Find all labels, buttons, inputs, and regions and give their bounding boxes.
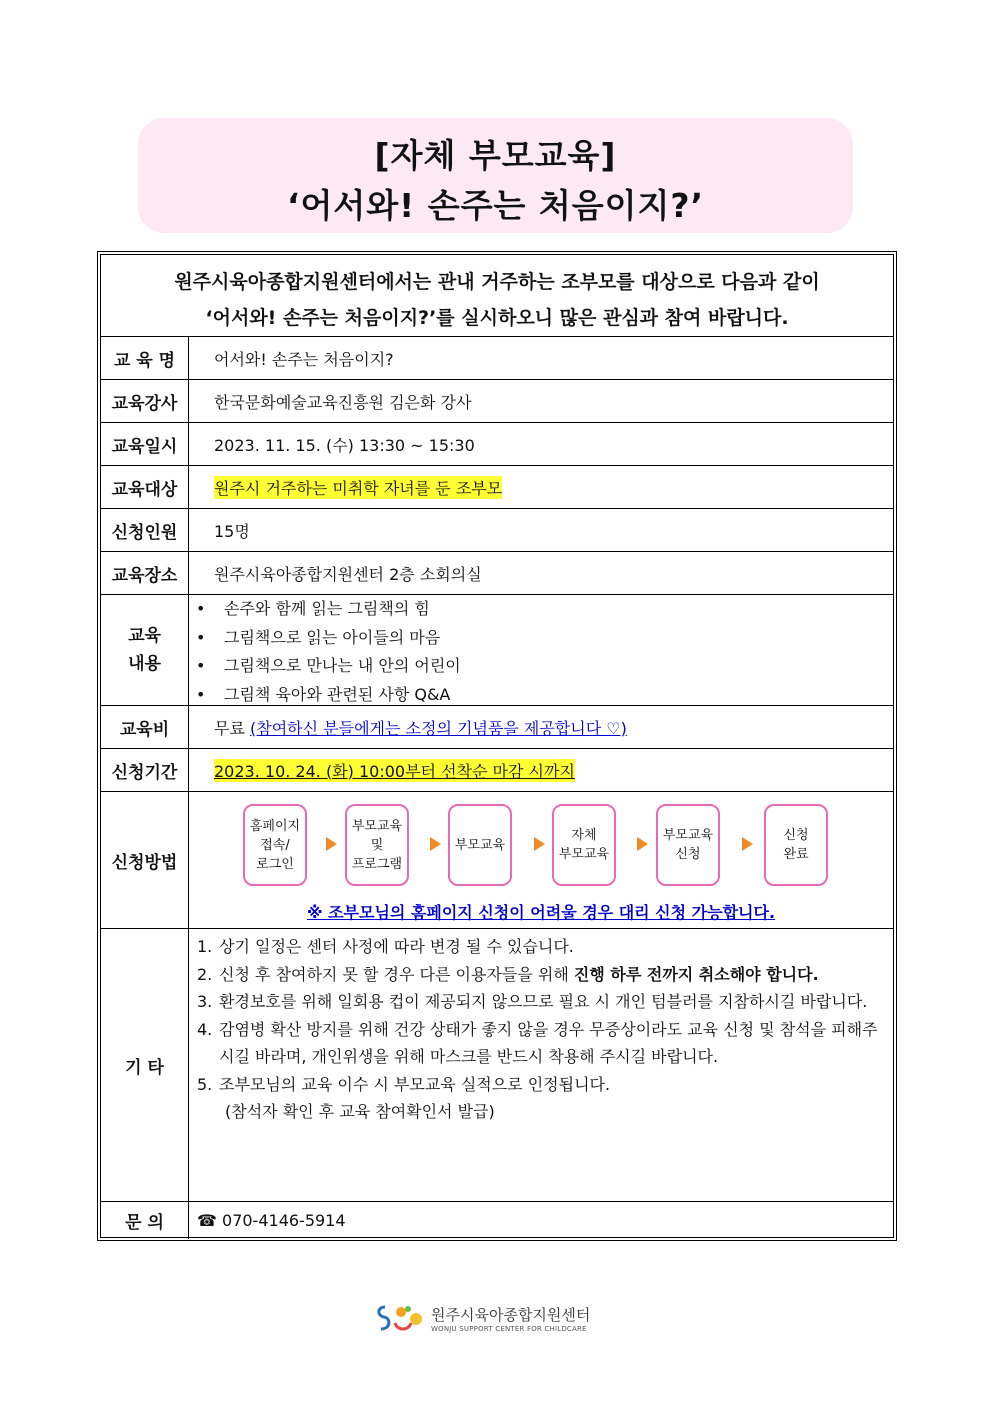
row-label: 문 의 — [101, 1202, 189, 1239]
list-item: 2. 신청 후 참여하지 못 할 경우 다른 이용자들을 위해 진행 하루 전까지 취소해야 합니다. — [197, 964, 819, 984]
row-value: 원주시육아종합지원센터 2층 소회의실 — [214, 564, 482, 584]
step-apply: 부모교육 신청 — [656, 804, 720, 886]
row-place — [101, 552, 893, 595]
title-sub: ‘어서와! 손주는 처음이지?’ — [286, 186, 705, 225]
row-label: 신청방법 — [101, 792, 189, 928]
arrow-right-icon — [430, 837, 441, 851]
row-period — [101, 749, 893, 792]
row-label: 교육일시 — [101, 423, 189, 465]
list-item: • 그림책 육아와 관련된 사항 Q&A — [196, 681, 461, 710]
list-item: 1. 상기 일정은 센터 사정에 따라 변경 될 수 있습니다. — [197, 937, 574, 956]
list-item: 5. 조부모님의 교육 이수 시 부모교육 실적으로 인정됩니다. (참석자 확인 후 교육 참여확인서 발급) — [197, 1074, 611, 1121]
info-table — [97, 251, 897, 1241]
fee-note: (참여하신 분들에게는 소정의 기념품을 제공합니다 ♡) — [250, 718, 627, 738]
step-own-parent-edu: 자체 부모교육 — [552, 804, 616, 886]
intro-line-1: 원주시육아종합지원센터에서는 관내 거주하는 조부모를 대상으로 다음과 같이 — [174, 271, 820, 293]
step-complete: 신청 완료 — [764, 804, 828, 886]
center-name: 원주시육아종합지원센터 — [431, 1305, 591, 1324]
step-homepage-login: 홈페이지 접속/ 로그인 — [243, 804, 307, 886]
row-label: 교육비 — [101, 706, 189, 748]
arrow-right-icon — [534, 837, 545, 851]
row-label: 신청인원 — [101, 509, 189, 551]
row-content — [101, 595, 893, 706]
center-name-en: WONJU SUPPORT CENTER FOR CHILDCARE — [431, 1324, 587, 1333]
row-label: 기 타 — [101, 929, 189, 1201]
step-parent-program: 부모교육 및 프로그램 — [345, 804, 409, 886]
row-edu-name — [101, 337, 893, 380]
intro-line-2: ‘어서와! 손주는 처음이지?’를 실시하오니 많은 관심과 참여 바랍니다. — [205, 307, 789, 329]
title-banner — [138, 118, 853, 233]
row-contact — [101, 1202, 893, 1239]
row-value: 한국문화예술교육진흥원 김은화 강사 — [214, 392, 472, 412]
row-label: 교육장소 — [101, 552, 189, 594]
misc-list — [197, 933, 885, 1126]
list-item: • 그림책으로 만나는 내 안의 어린이 — [196, 652, 461, 681]
fee-value: 무료 — [214, 718, 245, 738]
proxy-note: ※ 조부모님의 홈페이지 신청이 어려울 경우 대리 신청 가능합니다. — [306, 903, 776, 922]
row-label: 교 육 명 — [101, 337, 189, 379]
row-label: 신청기간 — [101, 749, 189, 791]
period-highlight: 2023. 10. 24. (화) 10:00부터 선착순 마감 시까지 — [214, 759, 575, 782]
list-item: • 그림책으로 읽는 아이들의 마음 — [196, 624, 461, 653]
content-list — [196, 595, 461, 709]
row-target — [101, 466, 893, 509]
row-value: 15명 — [214, 521, 250, 541]
row-fee — [101, 706, 893, 749]
phone-icon: ☎ 070-4146-5914 — [197, 1211, 346, 1230]
row-label: 교육강사 — [101, 380, 189, 422]
list-item: 4. 감염병 확산 방지를 위해 건강 상태가 좋지 않을 경우 무증상이라도 교육 신청 및 참석을 피해주시길 바라며, 개인위생을 위해 마스크를 반드시 착용해 주시길 바랍니다. — [197, 1019, 878, 1066]
step-parent-edu: 부모교육 — [448, 804, 512, 886]
intro-text — [101, 255, 893, 337]
row-value: 2023. 11. 15. (수) 13:30 ~ 15:30 — [214, 435, 475, 455]
row-misc — [101, 929, 893, 1202]
row-capacity — [101, 509, 893, 552]
method-flow — [189, 792, 893, 928]
arrow-right-icon — [637, 837, 648, 851]
logo-icon — [375, 1303, 425, 1333]
row-method — [101, 792, 893, 929]
row-instructor — [101, 380, 893, 423]
arrow-right-icon — [326, 837, 337, 851]
row-label: 교육대상 — [101, 466, 189, 508]
list-item: • 손주와 함께 읽는 그림책의 힘 — [196, 595, 461, 624]
target-highlight: 원주시 거주하는 미취학 자녀를 둔 조부모 — [214, 476, 502, 499]
title-main: [자체 부모교육] — [374, 136, 617, 175]
row-label: 교육 내용 — [101, 595, 189, 705]
row-value: 어서와! 손주는 처음이지? — [214, 349, 394, 369]
list-item: 3. 환경보호를 위해 일회용 컵이 제공되지 않으므로 필요 시 개인 텀블러를 지참하시길 바랍니다. — [197, 992, 868, 1011]
arrow-right-icon — [742, 837, 753, 851]
row-datetime — [101, 423, 893, 466]
center-logo — [375, 1303, 590, 1333]
